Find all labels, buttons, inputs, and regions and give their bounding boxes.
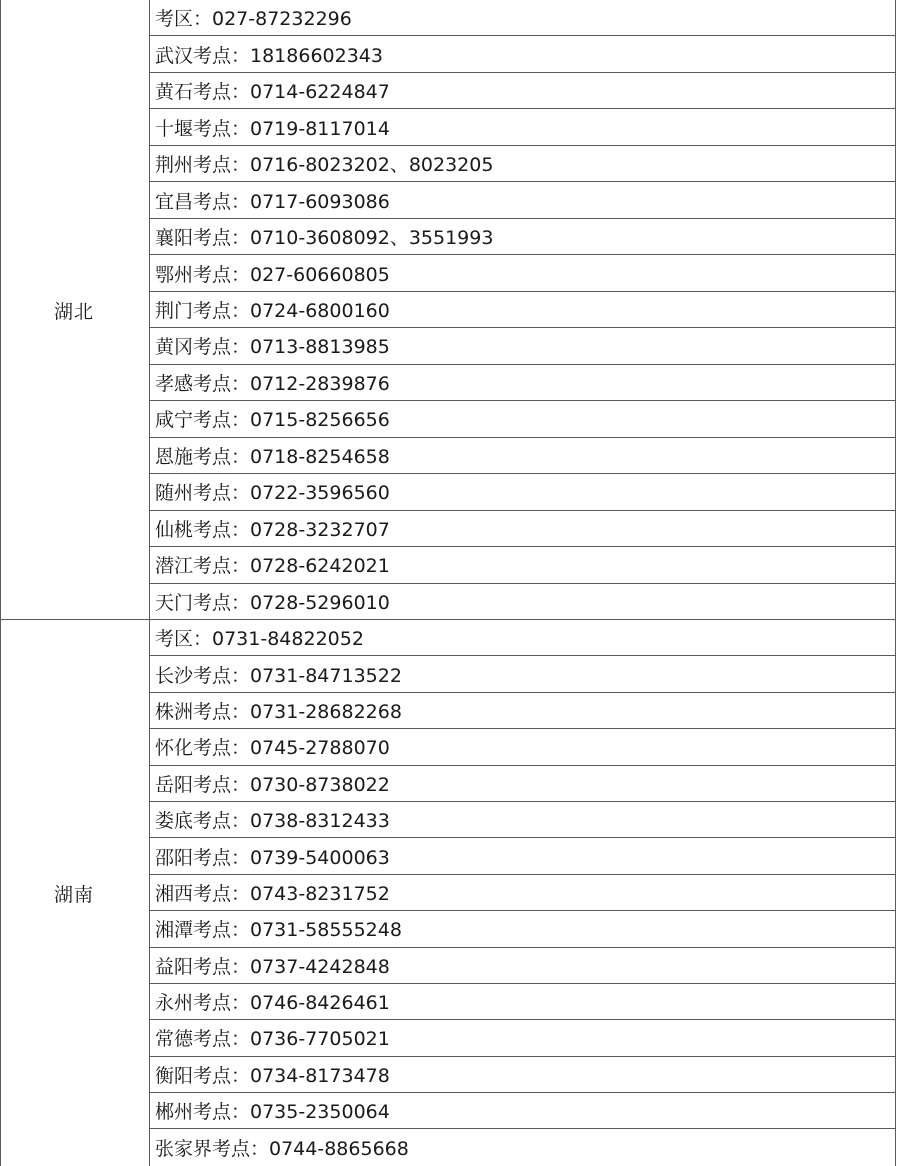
table-row: 常德考点：0736-7705021 <box>150 1020 896 1056</box>
table-row: 邵阳考点：0739-5400063 <box>150 838 896 874</box>
table-row: 荆州考点：0716-8023202、8023205 <box>150 146 896 182</box>
table-row: 湘西考点：0743-8231752 <box>150 875 896 911</box>
table-row: 考区：027-87232296 <box>150 0 896 36</box>
table-row: 考区：0731-84822052 <box>150 620 896 656</box>
table-row: 十堰考点：0719-8117014 <box>150 109 896 145</box>
table-row: 随州考点：0722-3596560 <box>150 474 896 510</box>
table-row: 潜江考点：0728-6242021 <box>150 547 896 583</box>
table-row: 岳阳考点：0730-8738022 <box>150 766 896 802</box>
table-row: 武汉考点：18186602343 <box>150 36 896 72</box>
table-row: 衡阳考点：0734-8173478 <box>150 1057 896 1093</box>
table-row: 荆门考点：0724-6800160 <box>150 292 896 328</box>
table-row: 襄阳考点：0710-3608092、3551993 <box>150 219 896 255</box>
province-cell <box>0 620 150 1166</box>
table-row: 咸宁考点：0715-8256656 <box>150 401 896 437</box>
table-row: 郴州考点：0735-2350064 <box>150 1093 896 1129</box>
table-row: 黄冈考点：0713-8813985 <box>150 328 896 364</box>
table-row: 怀化考点：0745-2788070 <box>150 729 896 765</box>
province-name: 湖南 <box>53 883 94 906</box>
table-row: 益阳考点：0737-4242848 <box>150 948 896 984</box>
table-row: 宜昌考点：0717-6093086 <box>150 182 896 218</box>
contact-rows <box>150 620 896 1166</box>
table-row: 孝感考点：0712-2839876 <box>150 365 896 401</box>
table-row: 永州考点：0746-8426461 <box>150 984 896 1020</box>
table-row: 湘潭考点：0731-58555248 <box>150 911 896 947</box>
table-row: 长沙考点：0731-84713522 <box>150 656 896 692</box>
province-name: 湖北 <box>53 300 94 323</box>
table-row: 鄂州考点：027-60660805 <box>150 255 896 291</box>
table-row: 恩施考点：0718-8254658 <box>150 438 896 474</box>
table-row: 株洲考点：0731-28682268 <box>150 693 896 729</box>
contact-rows <box>150 0 896 620</box>
table-row: 天门考点：0728-5296010 <box>150 584 896 620</box>
table-row: 张家界考点：0744-8865668 <box>150 1129 896 1165</box>
table-row: 仙桃考点：0728-3232707 <box>150 511 896 547</box>
province-cell <box>0 0 150 620</box>
table-row: 黄石考点：0714-6224847 <box>150 73 896 109</box>
province-group-hunan <box>0 620 900 1166</box>
table-row: 娄底考点：0738-8312433 <box>150 802 896 838</box>
